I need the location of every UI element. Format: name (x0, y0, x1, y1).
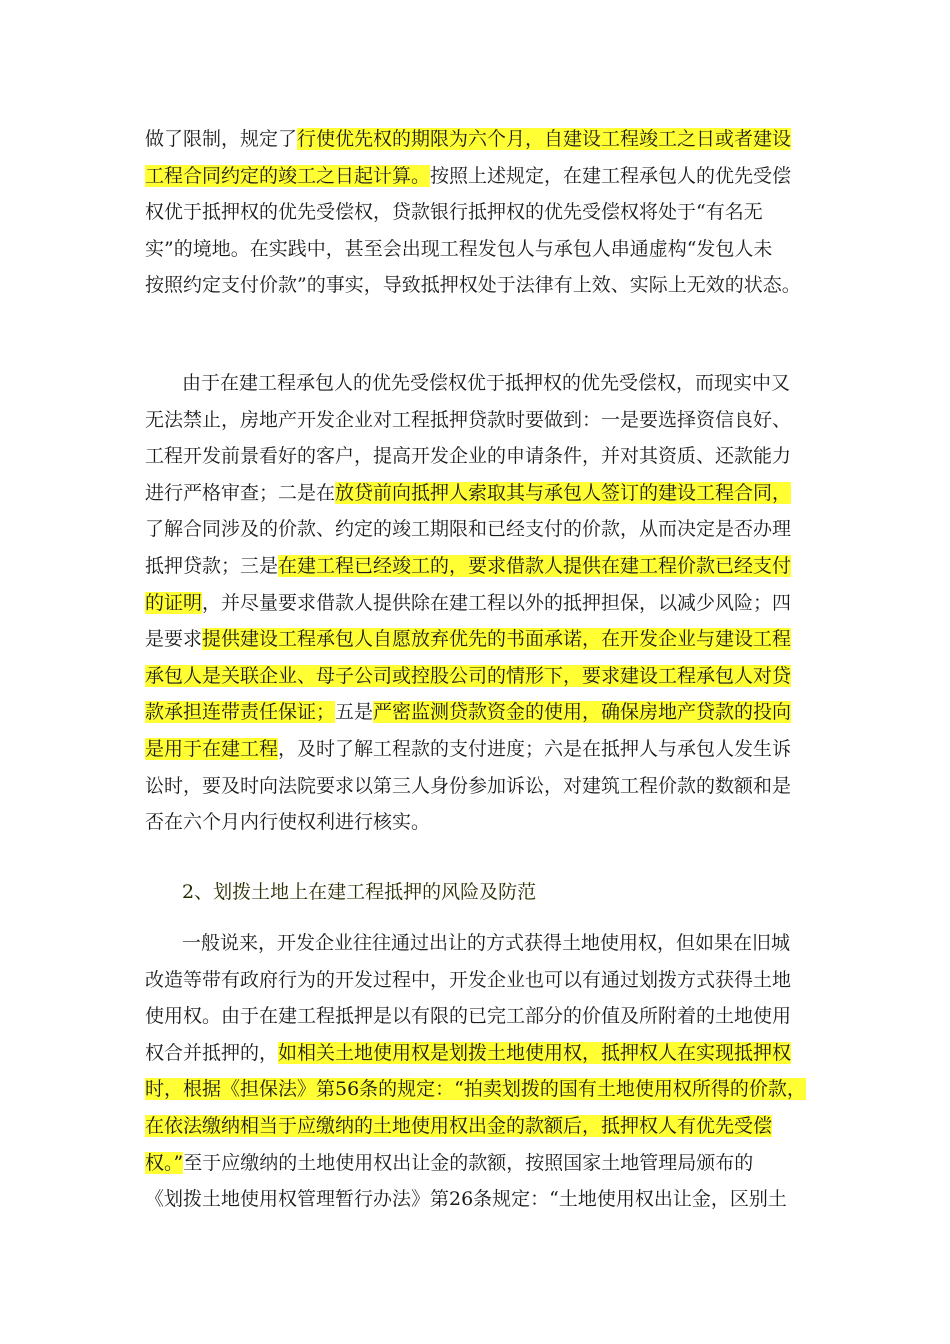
text-run: 做了限制，规定了 (145, 128, 298, 150)
text-run: 否在六个月内行使权利进行核实。 (145, 811, 431, 834)
text-run: 《划拨土地使用权管理暂行办法》第26条规定：“土地使用权出让金，区别土 (145, 1188, 787, 1211)
text-line (145, 441, 791, 471)
text-run: 抵押贷款；三是 (145, 555, 279, 577)
text-run: ，并尽量要求借款人提供除在建工程以外的抵押担保，以减少风险；四 (202, 591, 792, 614)
highlighted-text: 提供建设工程承包人自愿放弃优先的书面承诺，在开发企业与建设工程 (202, 628, 792, 651)
highlighted-text: 时，根据《担保法》第56条的规定：“拍卖划拨的国有土地使用权所得的价款， (145, 1078, 806, 1101)
text-line (145, 478, 791, 508)
text-line (145, 270, 801, 300)
text-line (145, 1148, 753, 1178)
text-run: 至于应缴纳的土地使用权出让金的款额，按照国家土地管理局颁布的 (183, 1151, 754, 1174)
highlighted-text: 承包人是关联企业、母子公司或控股公司的情形下，要求建设工程承包人对贷 (145, 664, 792, 687)
text-line (145, 1184, 787, 1214)
text-line (145, 161, 791, 191)
text-line (182, 928, 790, 958)
highlighted-text: 的证明 (145, 591, 203, 614)
section-heading: 2、划拨土地上在建工程抵押的风险及防范 (182, 881, 537, 903)
text-run: 按照上述规定，在建工程承包人的优先受偿 (430, 164, 792, 187)
text-line (145, 661, 791, 691)
text-line (145, 734, 791, 764)
highlighted-text: 权。” (145, 1151, 184, 1174)
text-run: ，及时了解工程款的支付进度；六是在抵押人与承包人发生诉 (278, 738, 792, 760)
text-line (145, 588, 791, 618)
text-line (145, 697, 791, 727)
highlighted-text: 如相关土地使用权是划拨土地使用权，抵押权人在实现抵押权 (278, 1041, 792, 1064)
text-run: 改造等带有政府行为的开发过程中，开发企业也可以有通过划拨方式获得土地 (145, 968, 792, 991)
text-run: 由于在建工程承包人的优先受偿权优于抵押权的优先受偿权，而现实中又 (182, 372, 791, 394)
text-line (145, 624, 791, 654)
text-run: 进行严格审查；二是在 (145, 481, 336, 504)
text-line (145, 514, 791, 544)
text-run: 权合并抵押的， (145, 1041, 279, 1064)
text-run: 是要求 (145, 628, 203, 651)
text-line (145, 965, 791, 995)
text-line (145, 124, 791, 154)
text-line (145, 405, 791, 435)
text-run: 实”的境地。在实践中，甚至会出现工程发包人与承包人串通虚构“发包人未 (145, 237, 773, 260)
text-line (145, 771, 791, 801)
text-run: 讼时，要及时向法院要求以第三人身份参加诉讼，对建筑工程价款的数额和是 (145, 774, 792, 797)
text-run: 一般说来，开发企业往往通过出让的方式获得土地使用权，但如果在旧城 (182, 932, 791, 954)
text-line (145, 1111, 772, 1141)
text-run: 工程开发前景看好的客户，提高开发企业的申请条件，并对其资质、还款能力 (145, 445, 792, 468)
text-line (145, 234, 772, 264)
highlighted-text: 是用于在建工程 (145, 738, 279, 760)
text-line (182, 368, 790, 398)
highlighted-text: 放贷前向抵押人索取其与承包人签订的建设工程合同， (335, 481, 792, 504)
text-line (145, 1001, 791, 1031)
text-run: 了解合同涉及的价款、约定的竣工期限和已经支付的价款，从而决定是否办理 (145, 518, 792, 541)
text-run: 使用权。由于在建工程抵押是以有限的已完工部分的价值及所附着的土地使用 (145, 1005, 792, 1028)
text-line (145, 197, 763, 227)
text-line (145, 1074, 806, 1104)
highlighted-text: 在依法缴纳相当于应缴纳的土地使用权出金的款额后，抵押权人有优先受偿 (145, 1115, 773, 1137)
highlighted-text: 严密监测贷款资金的使用，确保房地产贷款的投向 (373, 701, 792, 724)
text-line (145, 1038, 791, 1068)
text-run: 权优于抵押权的优先受偿权，贷款银行抵押权的优先受偿权将处于“有名无 (145, 201, 763, 224)
highlighted-text: 工程合同约定的竣工之日起计算。 (145, 164, 431, 187)
text-line (145, 551, 791, 581)
text-line (145, 807, 430, 837)
highlighted-text: 款承担连带责任保证； (145, 701, 336, 724)
text-run: 五是 (335, 701, 374, 724)
highlighted-text: 在建工程已经竣工的，要求借款人提供在建工程价款已经支付 (278, 555, 792, 577)
text-run: 按照约定支付价款”的事实，导致抵押权处于法律有上效、实际上无效的状态。 (145, 274, 801, 297)
highlighted-text: 行使优先权的期限为六个月，自建设工程竣工之日或者建设 (297, 128, 792, 150)
text-run: 无法禁止，房地产开发企业对工程抵押贷款时要做到：一是要选择资信良好、 (145, 408, 792, 431)
